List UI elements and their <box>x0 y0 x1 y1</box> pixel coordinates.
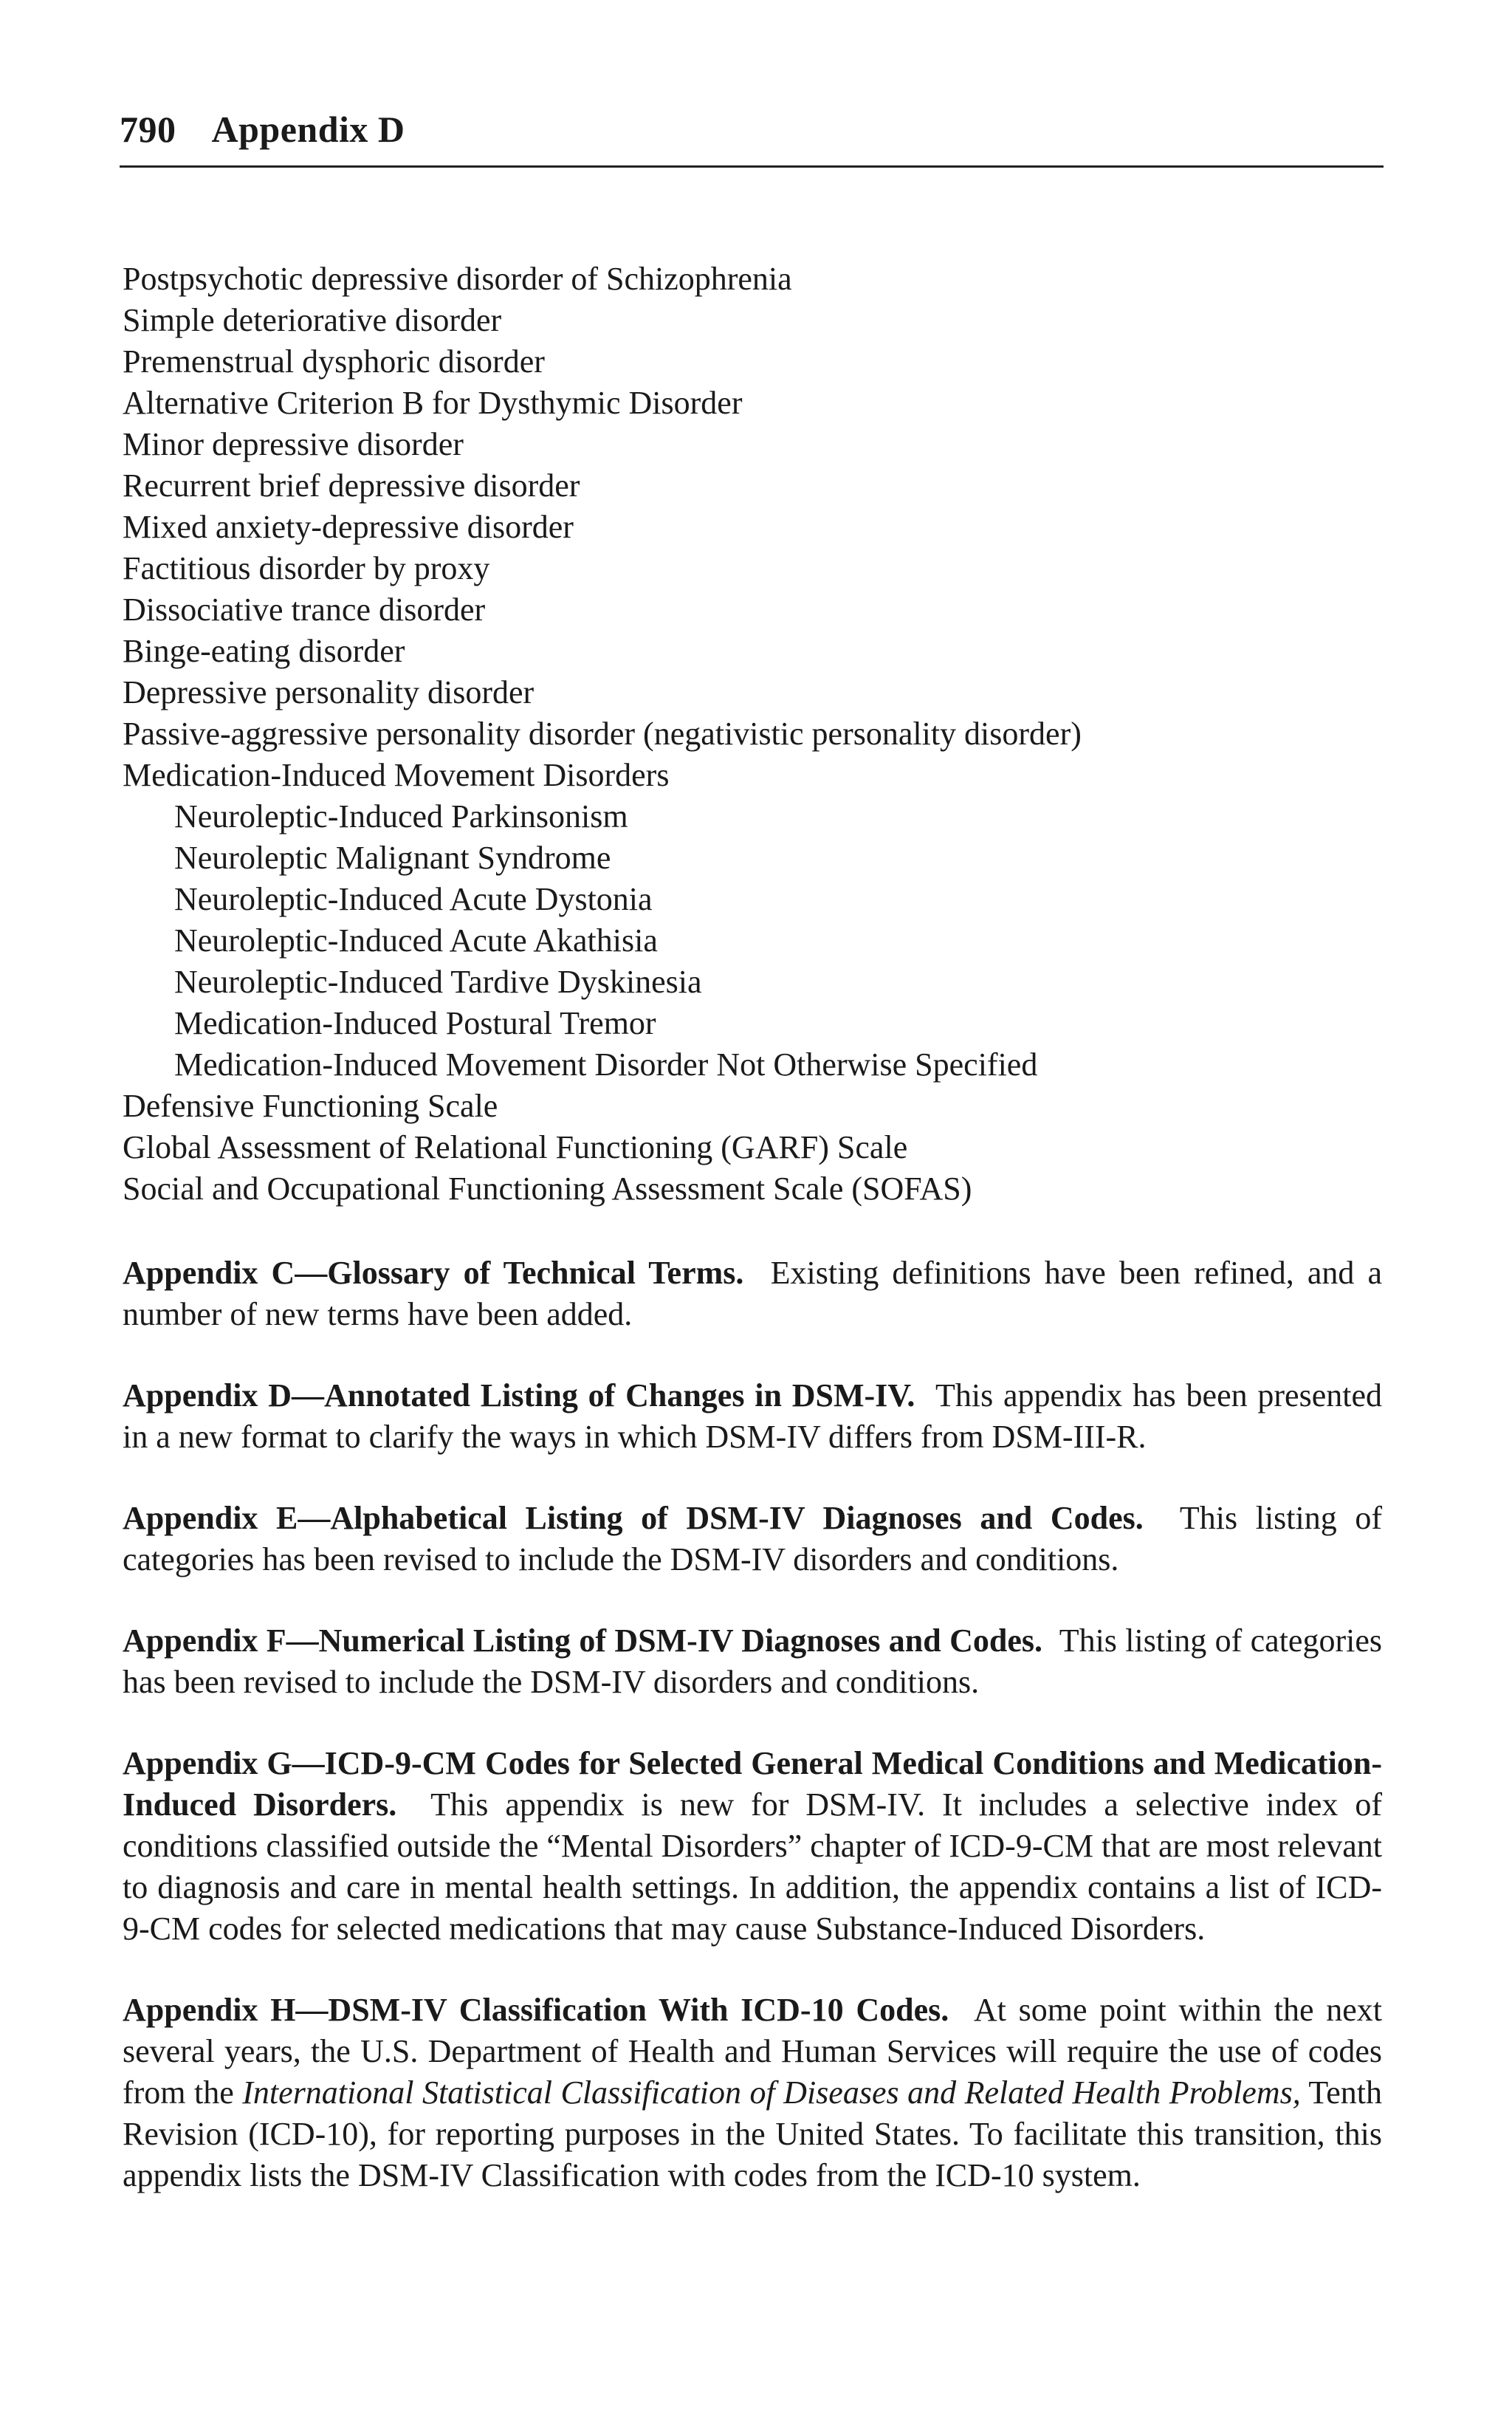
list-item: Factitious disorder by proxy <box>123 550 490 586</box>
appendix-h-body-before: At some point within the next several years, the U.S. Department of Health and Human Services will require the use of codes from the <box>123 1992 1382 2111</box>
list-item: Mixed anxiety-depressive disorder <box>123 509 574 545</box>
appendix-d-heading: Appendix D—Annotated Listing of Changes in DSM-IV. <box>123 1377 915 1413</box>
page-number: 790 <box>120 109 176 150</box>
appendix-f-paragraph <box>123 1620 1382 1703</box>
appendix-c-heading: Appendix C—Glossary of Technical Terms. <box>123 1255 744 1291</box>
header-rule <box>120 165 1384 168</box>
changes-list <box>123 258 1392 1210</box>
list-item: Binge-eating disorder <box>123 633 405 669</box>
list-item: Minor depressive disorder <box>123 426 464 462</box>
appendix-f-heading: Appendix F—Numerical Listing of DSM-IV Diagnoses and Codes. <box>123 1622 1042 1659</box>
appendix-d-paragraph <box>123 1375 1382 1458</box>
list-subitem: Neuroleptic-Induced Parkinsonism <box>174 798 628 835</box>
list-item: Recurrent brief depressive disorder <box>123 467 580 504</box>
list-item: Postpsychotic depressive disorder of Schizophrenia <box>123 261 792 297</box>
appendix-h-heading: Appendix H—DSM-IV Classification With ICD-10 Codes. <box>123 1992 949 2028</box>
appendix-descriptions <box>123 1253 1382 2236</box>
appendix-h-paragraph <box>123 1990 1382 2196</box>
appendix-f-body: This listing of categories has been revised to include the DSM-IV disorders and conditions. <box>123 1622 1382 1700</box>
appendix-g-body: This appendix is new for DSM-IV. It includes a selective index of conditions classified outside the “Mental Disorders” chapter of ICD-9-CM that are most relevant to diagnosis and care in mental health settings. In addition, the appendix contains a list of ICD-9-CM codes for selected medications that may cause Substance-Induced Disorders. <box>123 1786 1382 1947</box>
appendix-e-paragraph <box>123 1498 1382 1580</box>
list-item: Premenstrual dysphoric disorder <box>123 343 545 380</box>
appendix-c-body: Existing definitions have been refined, and a number of new terms have been added. <box>123 1255 1383 1332</box>
list-item: Medication-Induced Movement Disorders <box>123 757 670 793</box>
running-head-title: Appendix D <box>211 109 405 150</box>
list-item: Defensive Functioning Scale <box>123 1088 498 1124</box>
list-item: Alternative Criterion B for Dysthymic Disorder <box>123 385 743 421</box>
list-subitem: Neuroleptic-Induced Acute Dystonia <box>174 881 653 917</box>
list-subitem: Medication-Induced Movement Disorder Not Otherwise Specified <box>174 1046 1038 1083</box>
list-item: Dissociative trance disorder <box>123 592 486 628</box>
list-item: Global Assessment of Relational Functioning (GARF) Scale <box>123 1129 908 1165</box>
appendix-e-body: This listing of categories has been revised to include the DSM-IV disorders and conditions. <box>123 1500 1382 1577</box>
running-head <box>120 111 405 148</box>
appendix-g-heading: Appendix G—ICD-9-CM Codes for Selected General Medical Conditions and Medication-Induced Disorders. <box>123 1745 1382 1823</box>
list-subitem: Neuroleptic-Induced Acute Akathisia <box>174 922 658 959</box>
list-subitem: Medication-Induced Postural Tremor <box>174 1005 656 1041</box>
appendix-h-body-after: Tenth Revision (ICD-10), for reporting purposes in the United States. To facilitate this transition, this appendix lists the DSM-IV Classification with codes from the ICD-10 system. <box>123 2074 1382 2193</box>
appendix-g-paragraph <box>123 1743 1382 1950</box>
appendix-c-paragraph <box>123 1253 1382 1335</box>
list-subitem: Neuroleptic-Induced Tardive Dyskinesia <box>174 964 702 1000</box>
appendix-e-heading: Appendix E—Alphabetical Listing of DSM-IV Diagnoses and Codes. <box>123 1500 1144 1536</box>
list-item: Depressive personality disorder <box>123 674 535 710</box>
list-item: Social and Occupational Functioning Assessment Scale (SOFAS) <box>123 1171 972 1207</box>
list-item: Passive-aggressive personality disorder (negativistic personality disorder) <box>123 716 1082 752</box>
list-item: Simple deteriorative disorder <box>123 302 502 338</box>
list-subitem: Neuroleptic Malignant Syndrome <box>174 840 611 876</box>
icd-10-title: International Statistical Classification of Diseases and Related Health Problems, <box>242 2074 1301 2111</box>
appendix-d-body: This appendix has been presented in a new format to clarify the ways in which DSM-IV differs from DSM-III-R. <box>123 1377 1382 1455</box>
